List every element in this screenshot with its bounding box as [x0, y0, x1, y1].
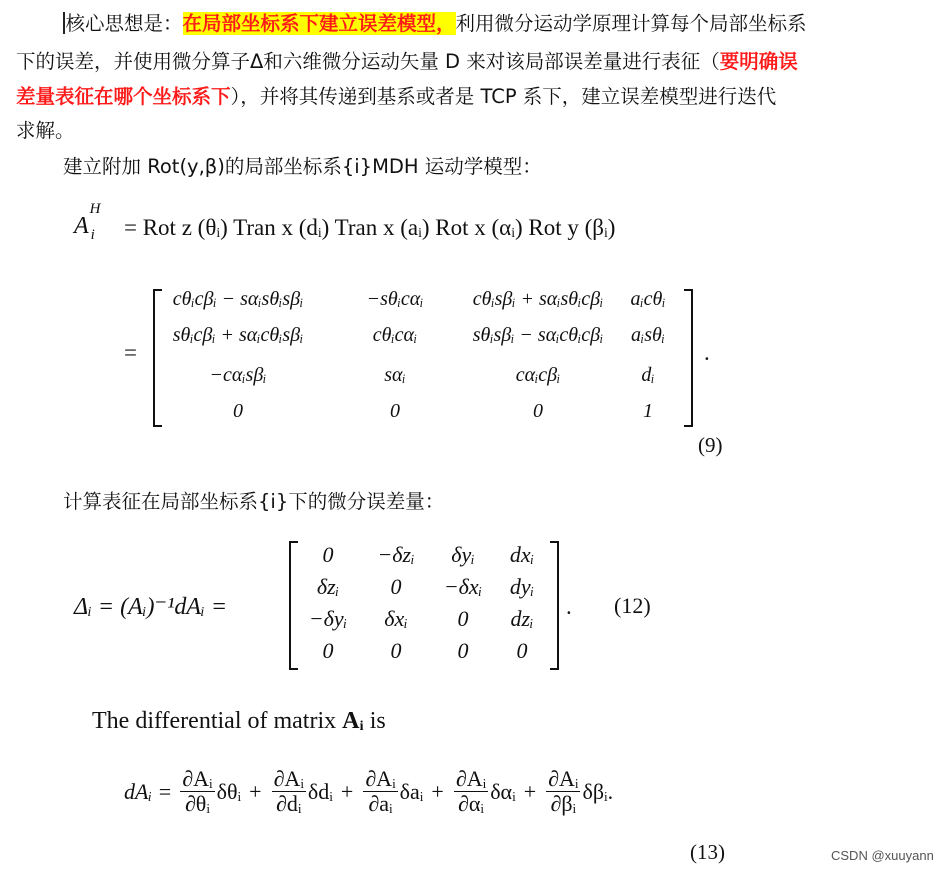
eq13-fraction-1 — [180, 767, 214, 816]
eq13-numerator: ∂Aᵢ — [273, 766, 304, 791]
eq13-plus: + — [340, 778, 354, 804]
eq13-differential: δθᵢ — [216, 778, 242, 804]
eq12-lhs: Δᵢ = (Aᵢ)⁻¹dAᵢ = — [74, 594, 228, 620]
eq12-cell-r2c4: dyᵢ — [509, 574, 535, 599]
eq13-lhs: dAᵢ = — [124, 778, 173, 804]
eq12-cell-r2c3: −δxᵢ — [443, 574, 483, 599]
eq9-lhs-symbol: A — [74, 213, 89, 239]
eq12-cell-r4c3: 0 — [457, 638, 469, 663]
eq13-plus: + — [523, 778, 537, 804]
eq13-denominator: ∂aᵢ — [368, 791, 393, 816]
p1-highlight: 在局部坐标系下建立误差模型， — [182, 12, 456, 35]
eq9-rhs: = Rot z (θᵢ) Tran x (dᵢ) Tran x (aᵢ) Rot x (αᵢ) Rot y (βᵢ) — [124, 215, 616, 240]
eq9-cell-r1c4: aᵢcθᵢ — [630, 288, 666, 310]
eq13-numerator: ∂Aᵢ — [365, 766, 396, 791]
eq13-differential: δaᵢ — [399, 778, 424, 804]
eq13-fraction-3 — [363, 767, 397, 816]
eq12-cell-r4c2: 0 — [390, 638, 402, 663]
eq9-number: (9) — [698, 433, 723, 457]
eq9-cell-r4c1: 0 — [233, 400, 243, 422]
eq13-numerator: ∂Aᵢ — [182, 766, 213, 791]
eq12-matrix — [296, 540, 550, 668]
eq9-lhs-sub: i — [90, 227, 95, 243]
sentence-bold: Aᵢ — [342, 708, 364, 734]
eq13-fraction-2 — [272, 767, 306, 816]
eq9-cell-r4c2: 0 — [390, 400, 400, 422]
eq13-denominator: ∂βᵢ — [550, 791, 577, 816]
eq13-numerator: ∂Aᵢ — [548, 766, 579, 791]
eq12-cell-r2c2: 0 — [390, 574, 402, 599]
sentence-text: The differential of matrix — [92, 708, 343, 734]
eq13-number: (13) — [690, 840, 725, 864]
paragraph2: 建立附加 Rot(y,β)的局部坐标系{i}MDH 运动学模型： — [63, 155, 542, 178]
eq9-lhs — [74, 201, 105, 243]
eq13-differential: δdᵢ — [307, 778, 333, 804]
eq9-period: . — [704, 340, 710, 365]
eq9-equals: = — [124, 340, 137, 365]
eq9-cell-r2c4: aᵢsθᵢ — [631, 324, 665, 346]
eq9-cell-r3c4: dᵢ — [641, 364, 655, 386]
eq12-period: . — [566, 594, 572, 619]
eq13-row — [124, 767, 613, 816]
eq13-differential: δβᵢ. — [582, 778, 614, 804]
eq9-cell-r3c2: sαᵢ — [384, 364, 406, 386]
eq12-cell-r1c2: −δzᵢ — [377, 542, 415, 567]
eq12-cell-r1c4: dxᵢ — [509, 542, 535, 567]
eq9-cell-r2c2: cθᵢcαᵢ — [372, 324, 418, 346]
eq13-denominator: ∂dᵢ — [276, 791, 302, 816]
text-cursor — [63, 12, 65, 34]
eq9-lhs-sup: H — [89, 201, 101, 217]
eq13-plus: + — [249, 778, 262, 804]
eq9-cell-r4c4: 1 — [643, 400, 653, 422]
p1-line3-rest: ），并将其传递到基系或者是 TCP 系下，建立误差模型进行迭代 — [230, 85, 777, 108]
eq9-cell-r2c3: sθᵢsβᵢ − sαᵢcθᵢcβᵢ — [472, 324, 604, 346]
matrix-differential-sentence — [92, 708, 386, 735]
eq13-denominator: ∂αᵢ — [458, 791, 484, 816]
eq12-cell-r1c3: δyᵢ — [451, 542, 475, 567]
eq12-cell-r1c1: 0 — [322, 542, 334, 567]
p1-line2-text: 下的误差，并使用微分算子Δ和六维微分运动矢量 D 来对该局部误差量进行表征（ — [16, 50, 720, 73]
eq13-denominator: ∂θᵢ — [184, 791, 210, 816]
eq12-cell-r4c1: 0 — [322, 638, 334, 663]
eq12-cell-r4c4: 0 — [516, 638, 528, 663]
eq9-matrix — [160, 284, 684, 424]
sentence-end: is — [363, 708, 386, 734]
paragraph3: 计算表征在局部坐标系{i}下的微分误差量： — [63, 490, 445, 513]
eq12-cell-r3c4: dzᵢ — [510, 606, 534, 631]
p1-red-a: 要明确误 — [719, 50, 798, 73]
watermark: CSDN @xuuyann — [831, 848, 934, 863]
p1-red-b: 差量表征在哪个坐标系下 — [16, 85, 231, 108]
eq9-cell-r4c3: 0 — [533, 400, 543, 422]
p1-prefix: 核心思想是： — [65, 12, 183, 35]
eq9-cell-r3c3: cαᵢcβᵢ — [515, 364, 561, 386]
eq12-number: (12) — [614, 593, 651, 618]
eq9-cell-r2c1: sθᵢcβᵢ + sαᵢcθᵢsβᵢ — [172, 324, 304, 346]
eq13-plus: + — [431, 778, 444, 804]
paragraph1-line2 — [16, 50, 798, 74]
eq13-differential: δαᵢ — [490, 778, 516, 804]
p1-line1-rest: 利用微分运动学原理计算每个局部坐标系 — [455, 12, 807, 35]
eq13-fraction-5 — [546, 767, 580, 816]
eq13-fraction-4 — [454, 767, 488, 816]
eq12-cell-r3c2: δxᵢ — [384, 606, 408, 631]
eq12-cell-r2c1: δzᵢ — [316, 574, 340, 599]
eq9-cell-r3c1: −cαᵢsβᵢ — [209, 364, 267, 386]
eq13-numerator: ∂Aᵢ — [455, 766, 487, 791]
eq12-cell-r3c3: 0 — [457, 606, 469, 631]
paragraph1-line3 — [16, 85, 776, 109]
paragraph1-line1 — [63, 12, 807, 36]
paragraph1-line4: 求解。 — [16, 119, 75, 142]
eq12-cell-r3c1: −δyᵢ — [308, 606, 348, 631]
eq9-cell-r1c3: cθᵢsβᵢ + sαᵢsθᵢcβᵢ — [472, 288, 604, 310]
eq9-cell-r1c2: −sθᵢcαᵢ — [366, 288, 424, 310]
eq9-cell-r1c1: cθᵢcβᵢ − sαᵢsθᵢsβᵢ — [172, 288, 304, 310]
